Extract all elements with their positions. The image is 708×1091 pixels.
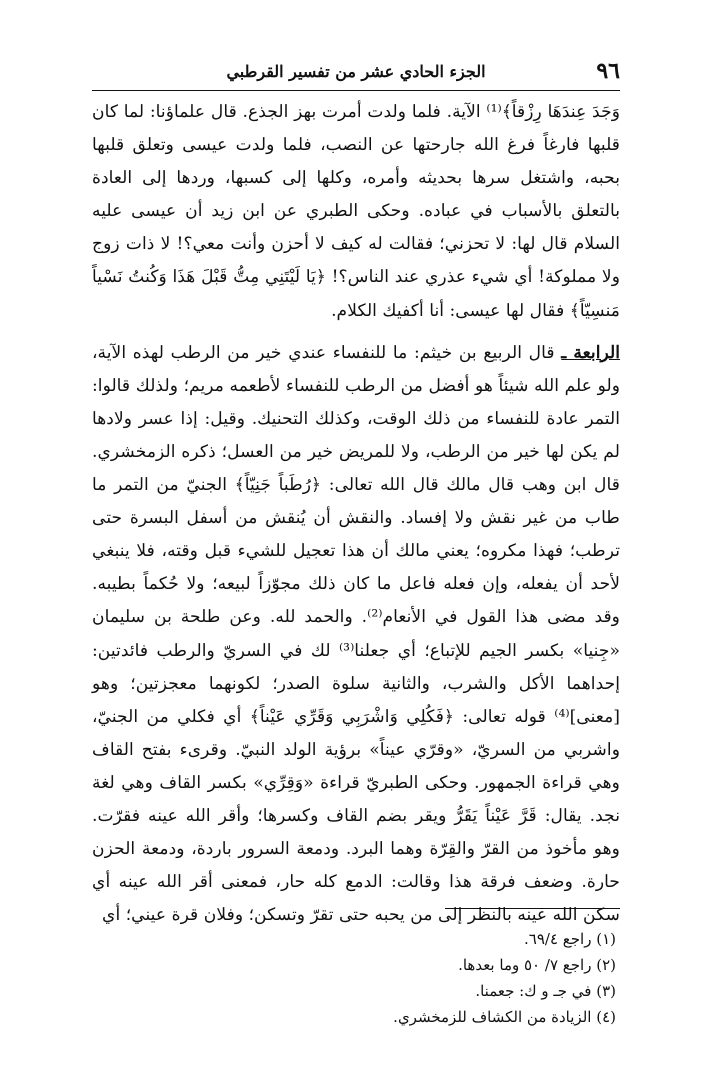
running-title: الجزء الحادي عشر من تفسير القرطبي	[226, 62, 486, 81]
paragraph-1: وَجَدَ عِندَهَا رِزْقاً﴾⁽¹⁾ الآية. فلما ولدت أمرت بهز الجذع. قال علماؤنا: لما كان قلبها فارغاً فرغ الله جارحتها عن النصب، فلما ولدت عيسى وتعلق قلبها بحبه، واشتغل سرها بحديثه وأمره، وكلها إلى كسبها، وردها إلى العادة بالتعلق بالأسباب في عباده. وحكى الطبري عن ابن زيد أن عيسى عليه السلام قال لها: لا تحزني؛ فقالت له كيف لا أحزن وأنت معي؟! لا ذات زوج ولا مملوكة! أي شيء عذري عند الناس؟! ﴿يَا لَيْتَنِي مِتُّ قَبْلَ هَذَا وَكُنتُ نَسْياً مَنسِيّاً﴾ فقال لها عيسى: أنا أكفيك الكلام.	[92, 102, 620, 321]
paragraph-2	[92, 337, 620, 933]
body-text	[92, 96, 620, 932]
section-heading: الرابعة ـ	[561, 342, 620, 363]
footnotes	[92, 926, 616, 1030]
footnote-2: (٢) راجع ٧/ ٥٠ وما بعدها.	[458, 956, 616, 974]
footnote-3: (٣) في جـ و ك: جعمنا.	[475, 982, 616, 1000]
page-header	[92, 56, 620, 91]
footnote-1: (١) راجع ٦٩/٤.	[524, 930, 616, 948]
page-number: ٩٦	[596, 58, 620, 84]
paragraph-2-text: قال الربيع بن خيثم: ما للنفساء عندي خير من الرطب لهذه الآية، ولو علم الله شيئاً هو أفضل من الرطب للنفساء لأطعمه مريم؛ ولذلك قالوا: التمر عادة للنفساء من ذلك الوقت، وكذلك التحنيك. وقيل: إذا عسر ولادها لم يكن لها خير من الرطب، ولا للمريض خير من العسل؛ ذكره الزمخشري. قال ابن وهب قال مالك قال الله تعالى: ﴿رُطَباً جَنِيّاً﴾ الجنيّ من التمر ما طاب من غير نقش ولا إفساد. والنقش أن يُنقش من أسفل البسرة حتى ترطب؛ فهذا مكروه؛ يعني مالك أن هذا تعجيل للشيء قبل وقته، فلا ينبغي لأحد أن يفعله، وإن فعله فاعل ما كان ذلك مجوّزاً لبيعه؛ ولا حُكماً بطيبه. وقد مضى هذا القول في الأنعام⁽²⁾. والحمد لله. وعن طلحة بن سليمان «جِنيا» بكسر الجيم للإتباع؛ أي جعلنا⁽³⁾ لك في السريّ والرطب فائدتين: إحداهما الأكل والشرب، والثانية سلوة الصدر؛ لكونهما معجزتين؛ وهو [معنى]⁽⁴⁾ قوله تعالى: ﴿فَكُلِي وَاشْرَبِي وَقَرِّي عَيْناً﴾ أي فكلي من الجنيّ، واشربي من السريّ، «وقرّي عيناً» برؤية الولد النبيّ. وقرىء بفتح القاف وهي قراءة الجمهور. وحكى الطبريّ قراءة «وَقِرِّي» بكسر القاف وهي لغة نجد. يقال: قَرَّ عَيْناً يَقَرُّ ويقر بضم القاف وكسرها؛ وأقر الله عينه فقرّت. وهو مأخوذ من القرّ والقِرّة وهما البرد. ودمعة السرور باردة، ودمعة الحزن حارة. وضعف فرقة هذا وقالت: الدمع كله حار، فمعنى أقر الله عينه أي سكن الله عينه بالنظر إلى من يحبه حتى تقرّ وتسكن؛ وفلان قرة عيني؛ أي	[92, 342, 620, 926]
footnote-4: (٤) الزيادة من الكشاف للزمخشري.	[393, 1008, 616, 1026]
footnote-divider	[445, 908, 620, 909]
